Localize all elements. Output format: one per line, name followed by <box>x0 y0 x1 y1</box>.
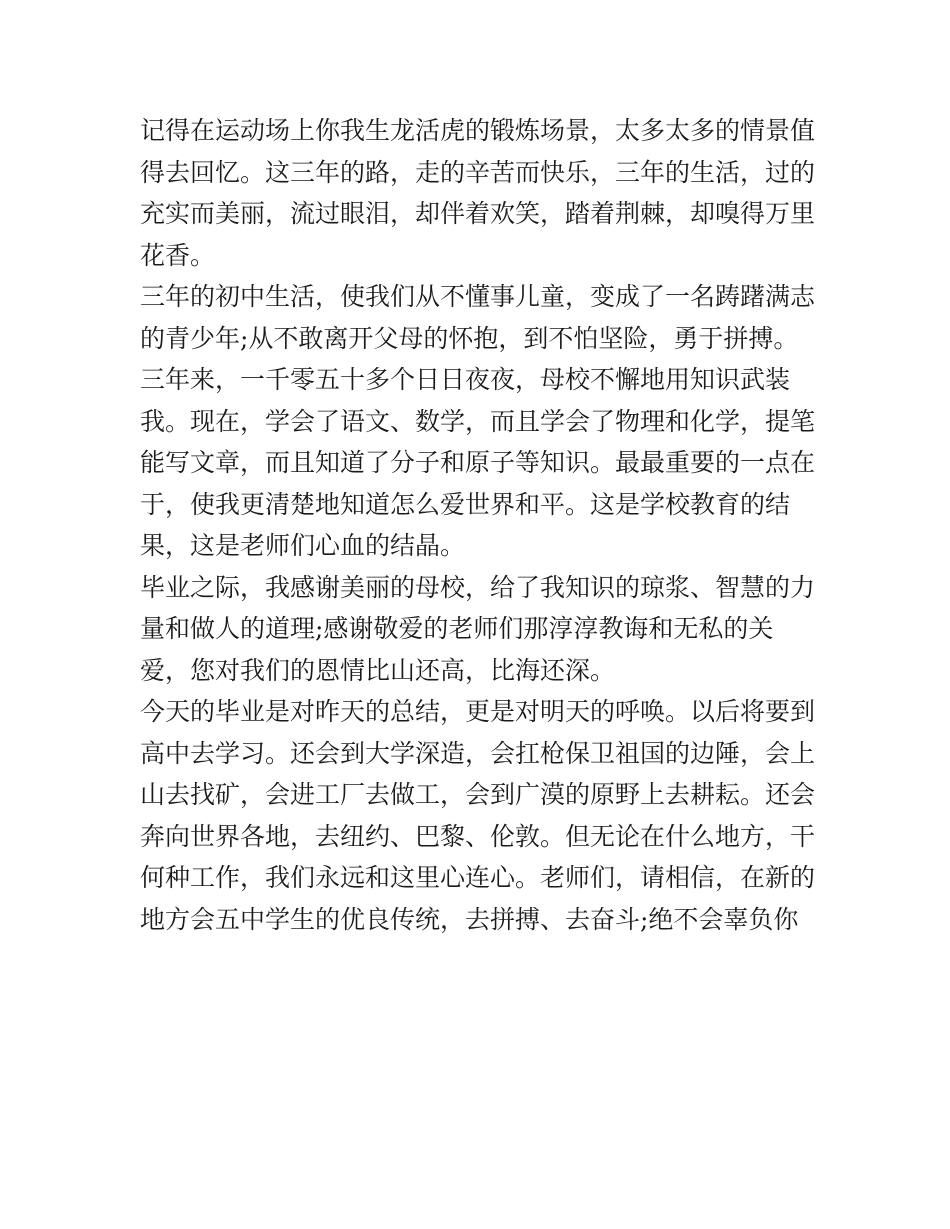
text-line: 高中去学习。还会到大学深造，会扛枪保卫祖国的边陲，会上 <box>140 738 816 768</box>
text-line: 毕业之际，我感谢美丽的母校，给了我知识的琼浆、智慧的力 <box>140 572 816 602</box>
text-line: 果，这是老师们心血的结晶。 <box>140 531 466 560</box>
text-line: 得去回忆。这三年的路，走的辛苦而快乐，三年的生活，过的 <box>140 157 816 187</box>
text-line: 三年的初中生活，使我们从不懂事儿童，变成了一名踌躇满志 <box>140 282 816 311</box>
text-line: 花香。 <box>140 240 216 270</box>
text-line: 何种工作，我们永远和这里心连心。老师们，请相信，在新的 <box>140 863 816 892</box>
text-line: 于，使我更清楚地知道怎么爱世界和平。这是学校教育的结 <box>140 489 791 519</box>
text-line: 山去找矿，会进工厂去做工，会到广漠的原野上去耕耘。还会 <box>140 780 816 809</box>
document-body <box>140 110 820 940</box>
text-line: 今天的毕业是对昨天的总结，更是对明天的呼唤。以后将要到 <box>140 697 816 726</box>
text-line: 奔向世界各地，去纽约、巴黎、伦敦。但无论在什么地方，干 <box>140 821 816 851</box>
text-line: 地方会五中学生的优良传统，去拼搏、去奋斗;绝不会辜负你 <box>140 904 799 934</box>
text-line: 我。现在，学会了语文、数学，而且学会了物理和化学，提笔 <box>140 406 816 436</box>
text-line: 三年来，一千零五十多个日日夜夜，母校不懈地用知识武装 <box>140 365 791 394</box>
text-line: 爱，您对我们的恩情比山还高，比海还深。 <box>140 655 616 685</box>
text-line: 记得在运动场上你我生龙活虎的锻炼场景，太多太多的情景值 <box>140 116 816 145</box>
text-line: 能写文章，而且知道了分子和原子等知识。最最重要的一点在 <box>140 448 816 477</box>
text-line: 充实而美丽，流过眼泪，却伴着欢笑，踏着荆棘，却嗅得万里 <box>140 199 816 228</box>
text-line: 的青少年;从不敢离开父母的怀抱，到不怕坚险，勇于拼搏。 <box>140 323 799 353</box>
text-line: 量和做人的道理;感谢敬爱的老师们那淳淳教诲和无私的关 <box>140 614 774 643</box>
